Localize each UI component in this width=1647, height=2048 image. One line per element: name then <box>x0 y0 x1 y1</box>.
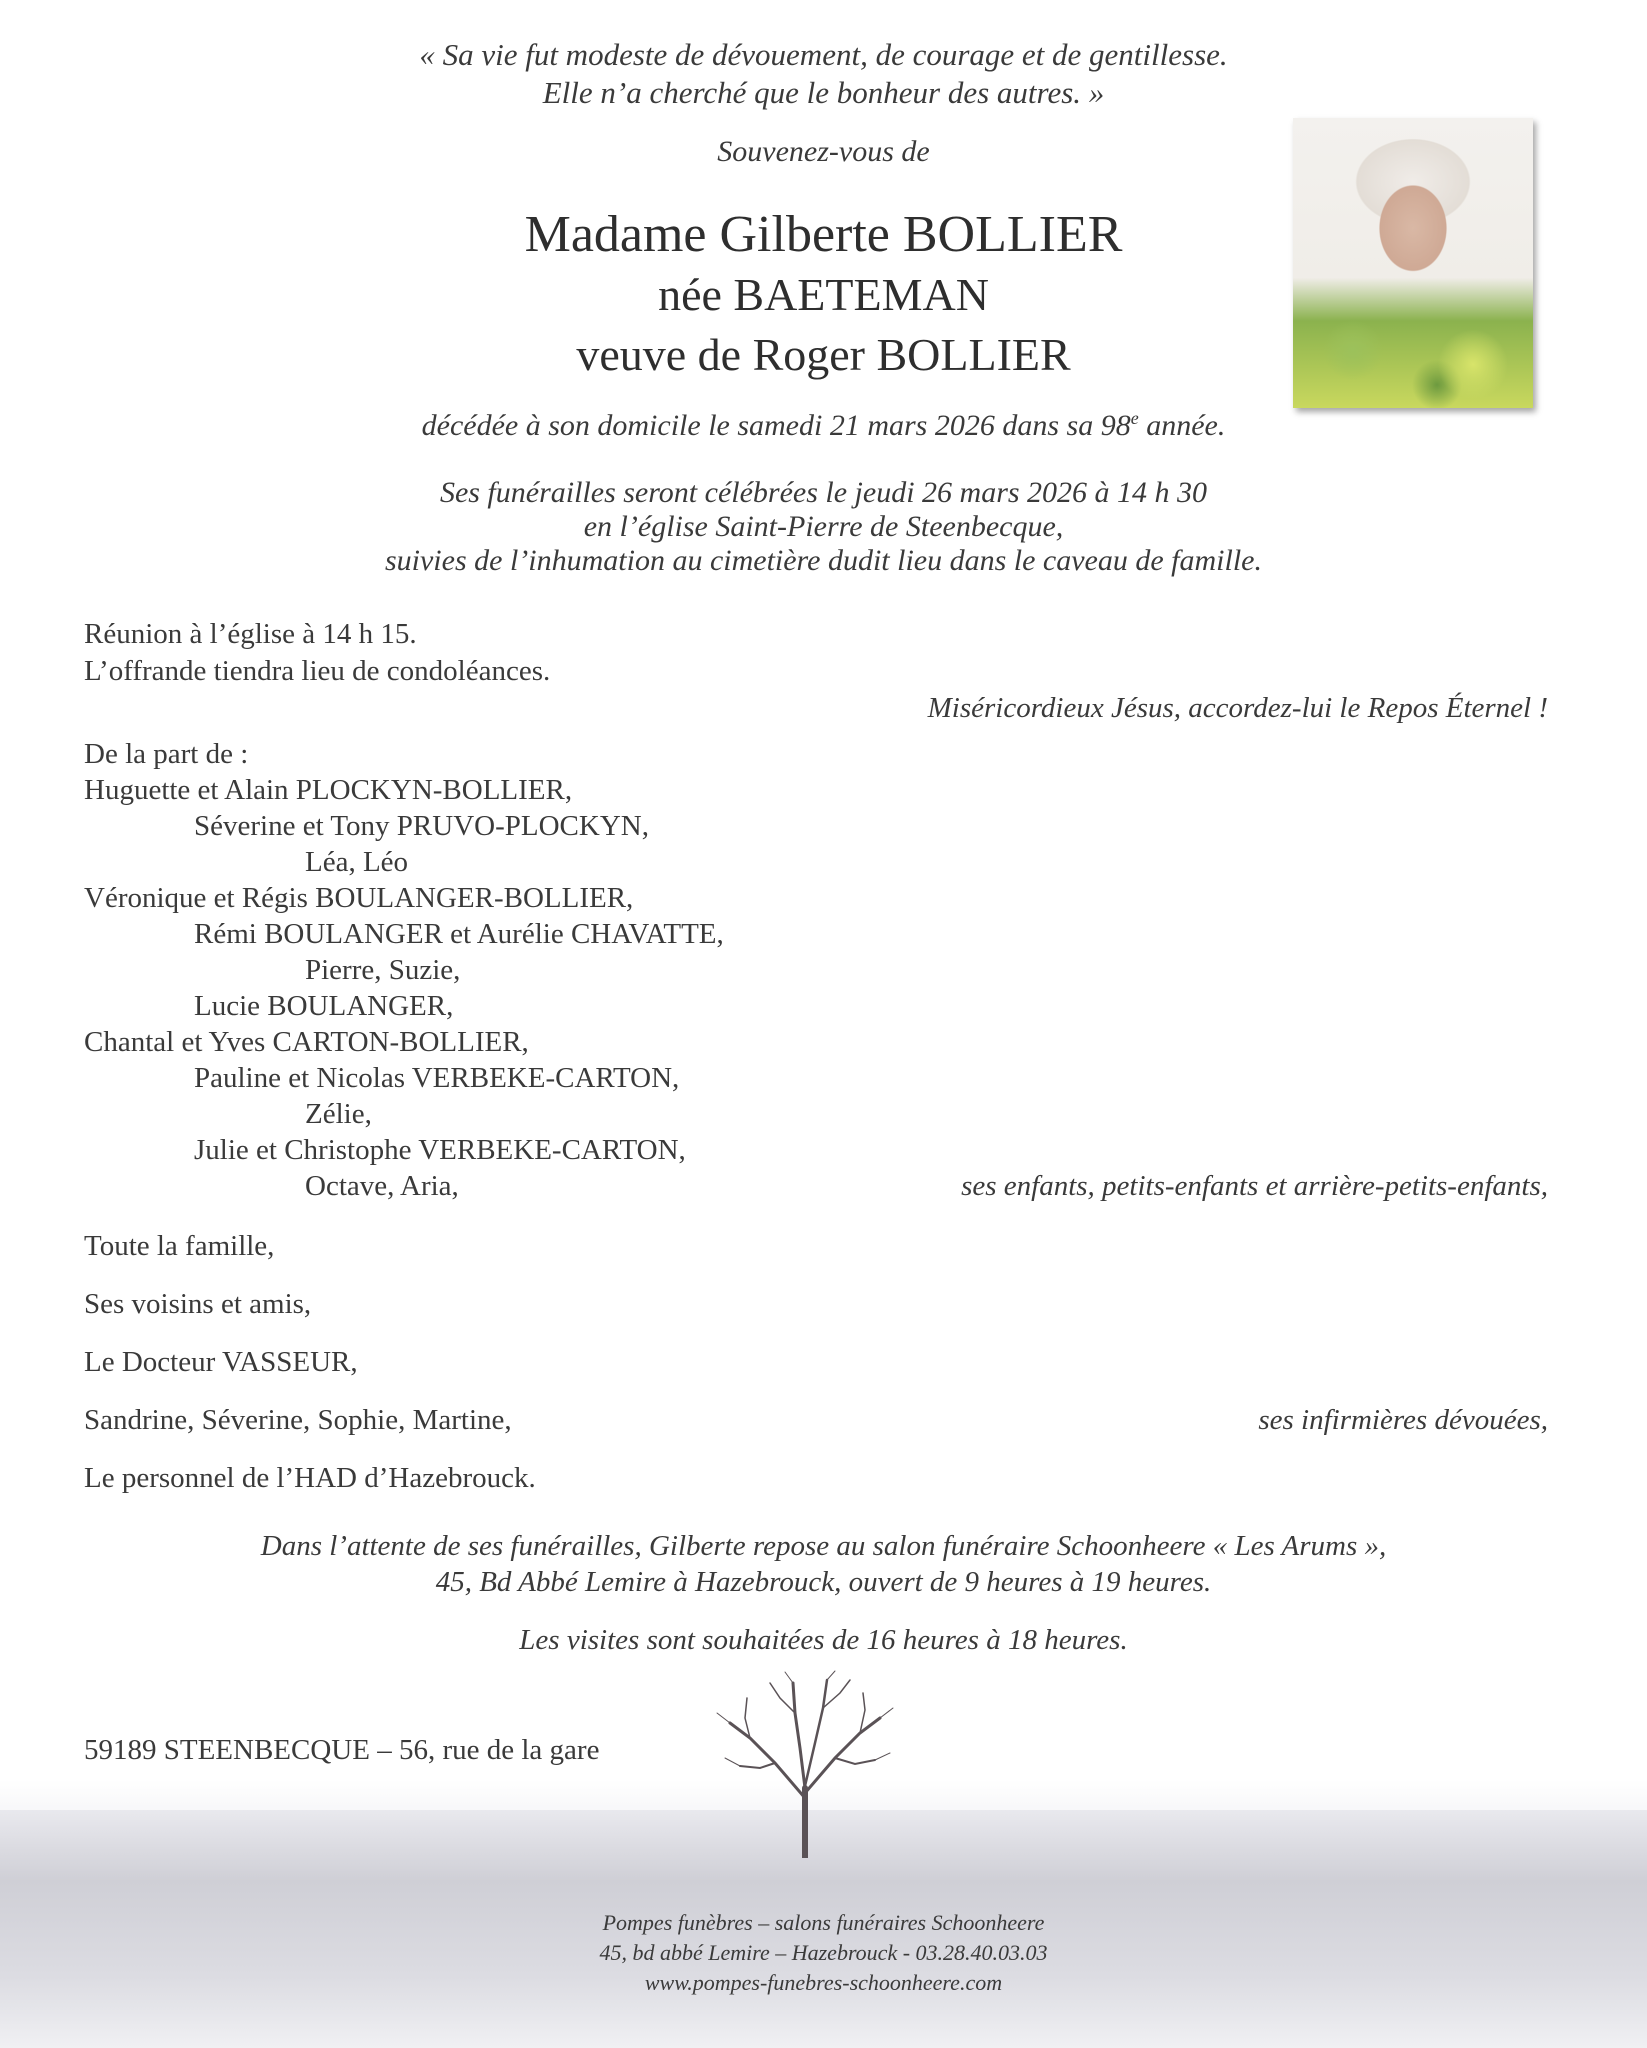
offrande-text: L’offrande tiendra lieu de condoléances. <box>84 655 551 687</box>
attente-line-1: Dans l’attente de ses funérailles, Gilberte repose au salon funéraire Schoonheere « Les Arums », <box>260 1530 1387 1562</box>
tree-illustration <box>705 1668 905 1858</box>
funeral-line-2: en l’église Saint-Pierre de Steenbecque, <box>583 510 1064 543</box>
funeral-details <box>0 476 1647 578</box>
prayer-text: Miséricordieux Jésus, accordez-lui le Repos Éternel ! <box>927 692 1548 724</box>
maiden-name: née BAETEMAN <box>658 269 989 320</box>
family-line: Séverine et Tony PRUVO-PLOCKYN, <box>194 810 649 842</box>
family-line: Julie et Christophe VERBEKE-CARTON, <box>194 1134 686 1166</box>
visits-notice: Les visites sont souhaitées de 16 heures à 18 heures. <box>519 1624 1128 1656</box>
family-line: Zélie, <box>305 1098 372 1130</box>
family-line: Pierre, Suzie, <box>305 954 461 986</box>
footer-website: www.pompes-funebres-schoonheere.com <box>644 1970 1003 1995</box>
quote-line-2: Elle n’a cherché que le bonheur des autres. » <box>542 75 1105 110</box>
footer-funeral-home: Pompes funèbres – salons funéraires Schoonheere <box>602 1910 1045 1935</box>
family-line: Léa, Léo <box>305 846 409 878</box>
death-notice-sup: e <box>1130 408 1139 428</box>
family-role: ses enfants, petits-enfants et arrière-petits-enfants, <box>961 1170 1548 1202</box>
death-notice-end: année. <box>1138 409 1226 442</box>
voisins-amis: Ses voisins et amis, <box>84 1288 312 1320</box>
family-line: Lucie BOULANGER, <box>194 990 454 1022</box>
deceased-name: Madame Gilberte BOLLIER <box>524 206 1123 263</box>
docteur: Le Docteur VASSEUR, <box>84 1346 358 1378</box>
footer-address-phone: 45, bd abbé Lemire – Hazebrouck - 03.28.40.03.03 <box>599 1940 1048 1965</box>
souvenez-heading: Souvenez-vous de <box>717 135 930 168</box>
death-notice-text: décédée à son domicile le samedi 21 mars 2026 dans sa 98 <box>421 409 1131 442</box>
de-la-part-label: De la part de : <box>84 738 249 770</box>
toute-la-famille: Toute la famille, <box>84 1230 275 1262</box>
family-line: Rémi BOULANGER et Aurélie CHAVATTE, <box>194 918 724 950</box>
funeral-line-1: Ses funérailles seront célébrées le jeudi 26 mars 2026 à 14 h 30 <box>439 476 1208 509</box>
family-line: Huguette et Alain PLOCKYN-BOLLIER, <box>84 774 573 806</box>
had-staff: Le personnel de l’HAD d’Hazebrouck. <box>84 1462 536 1494</box>
widow-of: veuve de Roger BOLLIER <box>576 329 1071 380</box>
family-line: Chantal et Yves CARTON-BOLLIER, <box>84 1026 529 1058</box>
quote-line-1: « Sa vie fut modeste de dévouement, de courage et de gentillesse. <box>419 37 1228 72</box>
attente-line-2: 45, Bd Abbé Lemire à Hazebrouck, ouvert de 9 heures à 19 heures. <box>435 1566 1212 1598</box>
family-line: Octave, Aria, <box>305 1170 459 1202</box>
funeral-line-3: suivies de l’inhumation au cimetière dudit lieu dans le caveau de famille. <box>384 544 1263 577</box>
nurses-role: ses infirmières dévouées, <box>1258 1404 1548 1436</box>
home-address: 59189 STEENBECQUE – 56, rue de la gare <box>84 1734 600 1766</box>
family-line: Véronique et Régis BOULANGER-BOLLIER, <box>84 882 634 914</box>
family-line: Pauline et Nicolas VERBEKE-CARTON, <box>194 1062 680 1094</box>
reunion-text: Réunion à l’église à 14 h 15. <box>84 618 417 650</box>
epitaph-quote <box>0 36 1647 112</box>
nurses-names: Sandrine, Séverine, Sophie, Martine, <box>84 1404 512 1436</box>
death-notice <box>0 408 1647 443</box>
funeral-home-notice <box>0 1528 1647 1600</box>
